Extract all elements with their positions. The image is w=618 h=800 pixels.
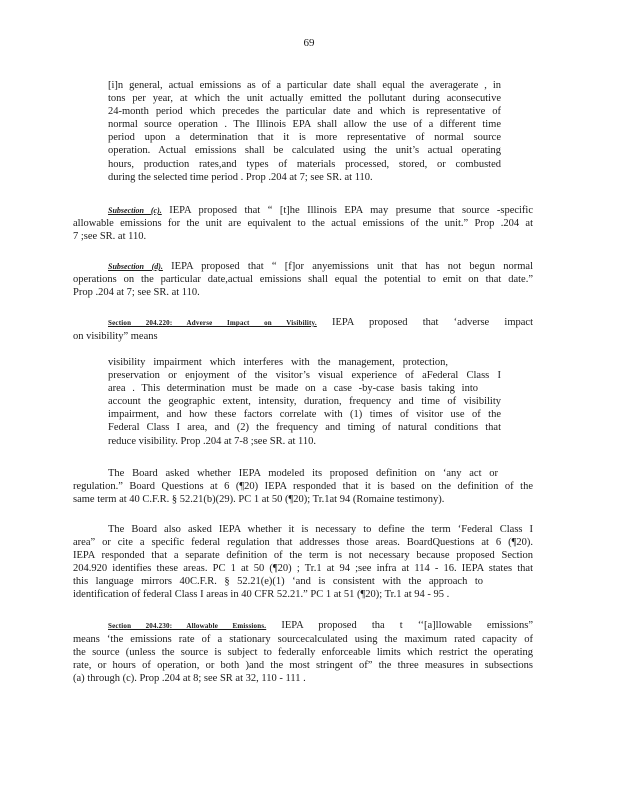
quote-line: period upon a determination that it is more representative of normal source bbox=[108, 132, 501, 144]
section-204-230-heading: Section 204.230: Allowable Emissions. bbox=[108, 622, 267, 630]
quote-line: Federal Class I area, and (2) the frequency and timing of natural conditions that bbox=[108, 422, 501, 434]
page-number: 69 bbox=[303, 37, 315, 49]
paragraph-line: The Board also asked IEPA whether it is necessary to define the term ‘Federal Class I bbox=[108, 524, 533, 535]
quote-line: operation. Actual emissions shall be calculated using the unit’s actual operating bbox=[108, 145, 501, 157]
paragraph-line: same term at 40 C.F.R. § 52.21(b)(29). PC 1 at 50 (¶20); Tr.1at 94 (Romaine testimony). bbox=[73, 494, 445, 506]
paragraph-line: operations on the particular date,actual emissions shall equal the potential to emit on that date.” bbox=[73, 274, 533, 286]
paragraph-line: IEPA proposed that “ [t]he Illinois EPA may presume that source -specific bbox=[169, 205, 534, 216]
paragraph-line: IEPA proposed tha t ‘‘[a]llowable emissions” bbox=[281, 620, 533, 631]
block-quote-visibility bbox=[108, 356, 501, 448]
block-quote-actual-emissions bbox=[108, 79, 501, 184]
paragraph-line: IEPA proposed that “ [f]or anyemissions unit that has not begun normal bbox=[171, 261, 534, 272]
paragraph-line: rate, or hours of operation, or both )and the most stringent of” the three measures in subsections bbox=[73, 660, 533, 672]
quote-line: 24-month period which precedes the particular date and which is representative of bbox=[108, 106, 501, 118]
subsection-c-heading: Subsection (c). bbox=[108, 206, 162, 215]
paragraph-board-question-1 bbox=[73, 467, 533, 506]
paragraph-subsection-d bbox=[73, 260, 533, 299]
section-204-220-heading: Section 204.220: Adverse Impact on Visibility. bbox=[108, 319, 317, 327]
quote-line: account the geographic extent, intensity, duration, frequency and time of visibility bbox=[108, 396, 501, 408]
paragraph-section-204-220 bbox=[73, 316, 533, 343]
paragraph-line: allowable emissions for the unit are equivalent to the actual emissions of the unit.” Prop .204 at bbox=[73, 218, 533, 230]
paragraph-board-question-2 bbox=[73, 523, 533, 602]
quote-line: impairment, and how these factors correlate with (1) times of visitor use of the bbox=[108, 409, 501, 421]
paragraph-line: IEPA responded that a separate definition of the term is not necessary because proposed Section bbox=[73, 550, 533, 562]
paragraph-line: Prop .204 at 7; see SR. at 110. bbox=[73, 287, 200, 299]
quote-line: area . This determination must be made on a case -by-case basis taking into bbox=[108, 383, 478, 395]
paragraph-line: (a) through (c). Prop .204 at 8; see SR at 32, 110 - 111 . bbox=[73, 673, 306, 685]
paragraph-line: on visibility” means bbox=[73, 331, 158, 343]
subsection-d-heading: Subsection (d). bbox=[108, 262, 163, 271]
paragraph-line: this language mirrors 40C.F.R. § 52.21(e)(1) ‘and is consistent with the approach to bbox=[73, 576, 483, 588]
paragraph-line: identification of federal Class I areas in 40 CFR 52.21.” PC 1 at 51 (¶20); Tr.1 at 94 - 95 . bbox=[73, 589, 450, 601]
paragraph-line: regulation.” Board Questions at 6 (¶20) IEPA responded that it is based on the definition of the bbox=[73, 481, 533, 493]
quote-line: tons per year, at which the unit actually emitted the pollutant during aconsecutive bbox=[108, 93, 501, 105]
paragraph-subsection-c bbox=[73, 204, 533, 243]
paragraph-line: means ‘the emissions rate of a stationary sourcecalculated using the maximum rated capacity of bbox=[73, 634, 533, 646]
paragraph-line: area” or cite a specific federal regulation that addresses those areas. BoardQuestions at 6 (¶20). bbox=[73, 537, 533, 549]
quote-line: hours, production rates,and types of materials processed, stored, or combusted bbox=[108, 158, 501, 170]
paragraph-line: the source (unless the source is subject to federally enforceable limits which restrict the operating bbox=[73, 647, 533, 659]
quote-line: normal source operation . The Illinois EPA shall allow the use of a different time bbox=[108, 119, 501, 131]
quote-line: visibility impairment which interferes with the management, protection, bbox=[108, 357, 448, 368]
quote-line: during the selected time period . Prop .204 at 7; see SR. at 110. bbox=[108, 171, 373, 183]
paragraph-section-204-230 bbox=[73, 619, 533, 685]
quote-line: reduce visibility. Prop .204 at 7-8 ;see SR. at 110. bbox=[108, 435, 317, 447]
paragraph-line: The Board asked whether IEPA modeled its proposed definition on ‘any act or bbox=[108, 468, 498, 479]
quote-line: [i]n general, actual emissions as of a particular date shall equal the averagerate , in bbox=[108, 80, 501, 91]
quote-line: preservation or enjoyment of the visitor’s visual experience of aFederal Class I bbox=[108, 370, 501, 382]
paragraph-line: 204.920 identifies these areas. PC 1 at 50 (¶20) ; Tr.1 at 94 ;see infra at 114 - 16. IEPA states that bbox=[73, 563, 533, 575]
paragraph-line: IEPA proposed that ‘adverse impact bbox=[332, 317, 533, 328]
paragraph-line: 7 ;see SR. at 110. bbox=[73, 231, 147, 243]
